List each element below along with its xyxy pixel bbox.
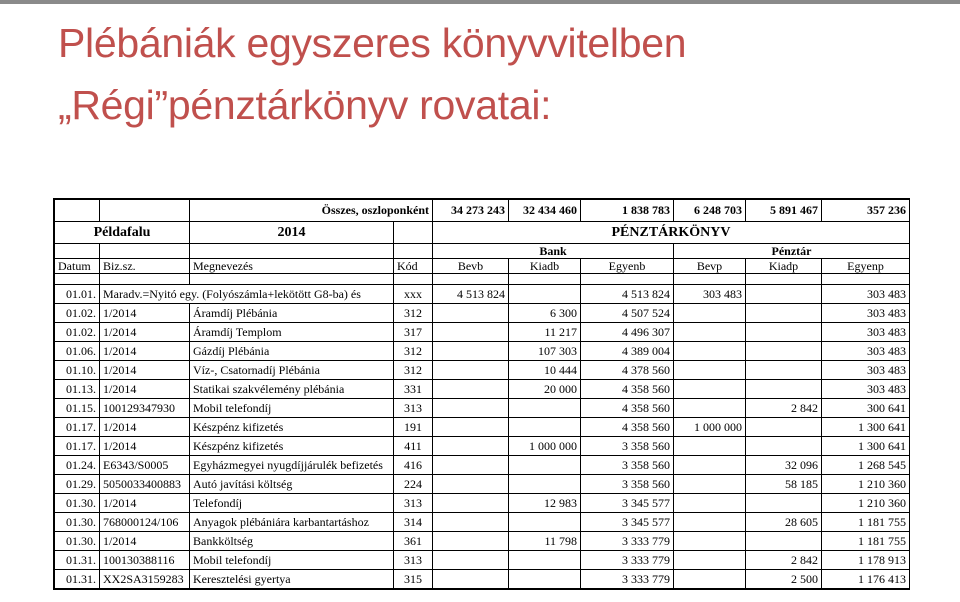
- cell-bevp: [674, 475, 746, 494]
- cell-egyenp: 1 268 545: [822, 456, 910, 475]
- cell-bevp: [674, 342, 746, 361]
- cell-egyenp: 303 483: [822, 304, 910, 323]
- cell-bevb: [433, 570, 509, 589]
- cell-code: xxx: [394, 285, 433, 304]
- cell-date: 01.30.: [55, 513, 100, 532]
- cell-description: Telefondíj: [190, 494, 394, 513]
- cell-kiadp: [746, 323, 822, 342]
- cell-kiadb: 20 000: [509, 380, 581, 399]
- cell-egyenp: 303 483: [822, 361, 910, 380]
- cell-kiadb: 11 217: [509, 323, 581, 342]
- cell-kiadp: 2 842: [746, 399, 822, 418]
- cell-date: 01.10.: [55, 361, 100, 380]
- cell-bevp: [674, 532, 746, 551]
- cell-code: 312: [394, 361, 433, 380]
- slide-subtitle: „Régi”pénztárkönyv rovatai:: [58, 82, 552, 128]
- cell-description: Mobil telefondíj: [190, 551, 394, 570]
- cell-code: 315: [394, 570, 433, 589]
- cell-kiadp: [746, 361, 822, 380]
- cell-bevb: 4 513 824: [433, 285, 509, 304]
- cell-bevp: [674, 513, 746, 532]
- table-row: [55, 456, 910, 475]
- cell-bevp: [674, 437, 746, 456]
- cell-kiadb: [509, 285, 581, 304]
- cell-egyenb: 4 507 524: [581, 304, 674, 323]
- cell-description: Autó javítási költség: [190, 475, 394, 494]
- cell-bevp: [674, 570, 746, 589]
- cell-egyenp: 1 181 755: [822, 532, 910, 551]
- spacer-row: [55, 274, 910, 285]
- cell-description: Áramdíj Templom: [190, 323, 394, 342]
- cell-kiadb: 11 798: [509, 532, 581, 551]
- cell-bevb: [433, 532, 509, 551]
- table-row: [55, 342, 910, 361]
- cell-description: Anyagok plébániára karbantartáshoz: [190, 513, 394, 532]
- cell-kiadp: [746, 532, 822, 551]
- col-kiadb: Kiadb: [509, 259, 581, 274]
- col-bevb: Bevb: [433, 259, 509, 274]
- cell-kiadb: 6 300: [509, 304, 581, 323]
- cell-voucher: 1/2014: [100, 304, 190, 323]
- cell-voucher: 1/2014: [100, 380, 190, 399]
- cell-egyenb: 4 358 560: [581, 399, 674, 418]
- col-egyenb: Egyenb: [581, 259, 674, 274]
- cell-voucher: 5050033400883: [100, 475, 190, 494]
- cell-date: 01.30.: [55, 532, 100, 551]
- cell-voucher: 768000124/106: [100, 513, 190, 532]
- cell-description: Készpénz kifizetés: [190, 437, 394, 456]
- cell-opening-description: Maradv.=Nyitó egy. (Folyószámla+lekötött G8-ba) és: [100, 285, 394, 304]
- cell-description: Statikai szakvélemény plébánia: [190, 380, 394, 399]
- cell-voucher: 1/2014: [100, 437, 190, 456]
- cell-kiadb: [509, 551, 581, 570]
- cell-kiadp: 32 096: [746, 456, 822, 475]
- cell-voucher: E6343/S0005: [100, 456, 190, 475]
- cell-kiadb: 107 303: [509, 342, 581, 361]
- table-row: [55, 361, 910, 380]
- cell-egyenp: 303 483: [822, 342, 910, 361]
- cell-bevb: [433, 494, 509, 513]
- cell-description: Bankköltség: [190, 532, 394, 551]
- ledger-year: 2014: [190, 222, 394, 244]
- cell-egyenb: 4 358 560: [581, 380, 674, 399]
- cell-bevb: [433, 399, 509, 418]
- cell-bevb: [433, 418, 509, 437]
- cell-description: Áramdíj Plébánia: [190, 304, 394, 323]
- cell-kiadp: [746, 494, 822, 513]
- cell-egyenb: 3 333 779: [581, 570, 674, 589]
- table-row: [55, 437, 910, 456]
- cell-egyenb: 4 358 560: [581, 418, 674, 437]
- table-row: [55, 399, 910, 418]
- cell-code: 314: [394, 513, 433, 532]
- table-row: [55, 513, 910, 532]
- cell-code: 313: [394, 551, 433, 570]
- cell-code: 224: [394, 475, 433, 494]
- cell-egyenp: 1 300 641: [822, 418, 910, 437]
- cell-egyenb: 4 389 004: [581, 342, 674, 361]
- col-megnevezes: Megnevezés: [190, 259, 394, 274]
- cell-egyenb: 3 358 560: [581, 437, 674, 456]
- cell-kiadp: 2 842: [746, 551, 822, 570]
- cell-voucher: 1/2014: [100, 361, 190, 380]
- cell-voucher: 1/2014: [100, 532, 190, 551]
- cell-date: 01.24.: [55, 456, 100, 475]
- cell-kiadb: [509, 456, 581, 475]
- book-header-row: [55, 222, 910, 244]
- ledger-scan: [53, 198, 910, 590]
- cell-voucher: 1/2014: [100, 494, 190, 513]
- cell-date: 01.13.: [55, 380, 100, 399]
- cell-egyenp: 1 181 755: [822, 513, 910, 532]
- cell-bevp: [674, 304, 746, 323]
- cell-voucher: 1/2014: [100, 342, 190, 361]
- cell-egyenp: 303 483: [822, 380, 910, 399]
- cell-bevb: [433, 361, 509, 380]
- cell-kiadp: [746, 304, 822, 323]
- total-bevb: 34 273 243: [433, 200, 509, 222]
- cell-date: 01.30.: [55, 494, 100, 513]
- cell-egyenb: 3 345 577: [581, 494, 674, 513]
- cell-egyenb: 4 378 560: [581, 361, 674, 380]
- cell-egyenb: 3 333 779: [581, 532, 674, 551]
- table-row: [55, 494, 910, 513]
- total-kiadb: 32 434 460: [509, 200, 581, 222]
- cell-code: 361: [394, 532, 433, 551]
- cell-date: 01.31.: [55, 551, 100, 570]
- cell-description: Keresztelési gyertya: [190, 570, 394, 589]
- cell-egyenb: 3 358 560: [581, 456, 674, 475]
- col-kod: Kód: [394, 259, 433, 274]
- table-row: [55, 551, 910, 570]
- group-cash: Pénztár: [674, 244, 910, 259]
- cell-egyenb: 3 358 560: [581, 475, 674, 494]
- ledger-table: [54, 199, 910, 589]
- cell-kiadb: [509, 399, 581, 418]
- col-datum: Datum: [55, 259, 100, 274]
- cell-egyenb: 4 496 307: [581, 323, 674, 342]
- cell-description: Gázdíj Plébánia: [190, 342, 394, 361]
- cell-date: 01.02.: [55, 304, 100, 323]
- cell-voucher: 1/2014: [100, 323, 190, 342]
- cell-date: 01.01.: [55, 285, 100, 304]
- cell-egyenb: 4 513 824: [581, 285, 674, 304]
- cell-voucher: 1/2014: [100, 418, 190, 437]
- cell-kiadp: 58 185: [746, 475, 822, 494]
- col-kiadp: Kiadp: [746, 259, 822, 274]
- cell-code: 312: [394, 342, 433, 361]
- table-row: [55, 285, 910, 304]
- cell-date: 01.06.: [55, 342, 100, 361]
- total-bevp: 6 248 703: [674, 200, 746, 222]
- cell-date: 01.15.: [55, 399, 100, 418]
- cell-bevp: [674, 361, 746, 380]
- cell-bevp: [674, 380, 746, 399]
- table-row: [55, 323, 910, 342]
- parish-name: Példafalu: [55, 222, 190, 244]
- cell-kiadp: [746, 418, 822, 437]
- cell-kiadp: 28 605: [746, 513, 822, 532]
- cell-bevb: [433, 323, 509, 342]
- cell-code: 331: [394, 380, 433, 399]
- cell-code: 312: [394, 304, 433, 323]
- cell-egyenb: 3 333 779: [581, 551, 674, 570]
- total-egyenp: 357 236: [822, 200, 910, 222]
- cell-bevp: [674, 456, 746, 475]
- cell-kiadb: [509, 513, 581, 532]
- table-row: [55, 304, 910, 323]
- totals-label: Összes, oszloponként: [190, 200, 433, 222]
- cell-date: 01.02.: [55, 323, 100, 342]
- cell-date: 01.29.: [55, 475, 100, 494]
- cell-egyenp: 1 210 360: [822, 475, 910, 494]
- cell-bevb: [433, 304, 509, 323]
- cell-description: Mobil telefondíj: [190, 399, 394, 418]
- cell-bevb: [433, 551, 509, 570]
- table-row: [55, 532, 910, 551]
- cell-date: 01.31.: [55, 570, 100, 589]
- cell-kiadp: [746, 285, 822, 304]
- cell-description: Egyházmegyei nyugdíjjárulék befizetés: [190, 456, 394, 475]
- cell-kiadp: [746, 342, 822, 361]
- total-kiadp: 5 891 467: [746, 200, 822, 222]
- cell-bevp: [674, 323, 746, 342]
- cell-bevb: [433, 475, 509, 494]
- col-egyenp: Egyenp: [822, 259, 910, 274]
- cell-kiadb: 12 983: [509, 494, 581, 513]
- table-row: [55, 475, 910, 494]
- column-header-row: [55, 259, 910, 274]
- cell-egyenp: 303 483: [822, 323, 910, 342]
- cell-code: 411: [394, 437, 433, 456]
- cell-bevb: [433, 513, 509, 532]
- top-rule: [0, 0, 960, 4]
- cell-egyenp: 1 176 413: [822, 570, 910, 589]
- cell-date: 01.17.: [55, 418, 100, 437]
- cell-description: Készpénz kifizetés: [190, 418, 394, 437]
- group-header-row: [55, 244, 910, 259]
- total-egyenb: 1 838 783: [581, 200, 674, 222]
- cell-bevb: [433, 380, 509, 399]
- cell-bevp: [674, 494, 746, 513]
- cell-bevb: [433, 342, 509, 361]
- cell-description: Víz-, Csatornadíj Plébánia: [190, 361, 394, 380]
- cell-voucher: XX2SA3159283: [100, 570, 190, 589]
- totals-row: [55, 200, 910, 222]
- cell-kiadb: [509, 475, 581, 494]
- cell-egyenb: 3 345 577: [581, 513, 674, 532]
- cell-egyenp: 303 483: [822, 285, 910, 304]
- cell-voucher: 100129347930: [100, 399, 190, 418]
- table-row: [55, 380, 910, 399]
- cell-date: 01.17.: [55, 437, 100, 456]
- cell-kiadb: 1 000 000: [509, 437, 581, 456]
- cell-egyenp: 1 210 360: [822, 494, 910, 513]
- cell-code: 317: [394, 323, 433, 342]
- cell-bevb: [433, 456, 509, 475]
- cell-egyenp: 1 178 913: [822, 551, 910, 570]
- table-row: [55, 570, 910, 589]
- group-bank: Bank: [433, 244, 674, 259]
- cell-kiadp: [746, 380, 822, 399]
- cell-voucher: 100130388116: [100, 551, 190, 570]
- cell-kiadp: 2 500: [746, 570, 822, 589]
- cell-bevp: 303 483: [674, 285, 746, 304]
- slide-title: Plébániák egyszeres könyvvitelben: [58, 20, 687, 66]
- cell-bevb: [433, 437, 509, 456]
- cell-egyenp: 1 300 641: [822, 437, 910, 456]
- cell-egyenp: 300 641: [822, 399, 910, 418]
- cell-kiadb: [509, 570, 581, 589]
- cell-code: 191: [394, 418, 433, 437]
- cell-bevp: [674, 399, 746, 418]
- table-row: [55, 418, 910, 437]
- cell-bevp: [674, 551, 746, 570]
- cell-code: 313: [394, 494, 433, 513]
- cell-kiadb: 10 444: [509, 361, 581, 380]
- col-bevp: Bevp: [674, 259, 746, 274]
- col-bizsz: Biz.sz.: [100, 259, 190, 274]
- cell-code: 313: [394, 399, 433, 418]
- cell-code: 416: [394, 456, 433, 475]
- cell-bevp: 1 000 000: [674, 418, 746, 437]
- cell-kiadb: [509, 418, 581, 437]
- book-title: PÉNZTÁRKÖNYV: [433, 222, 910, 244]
- cell-kiadp: [746, 437, 822, 456]
